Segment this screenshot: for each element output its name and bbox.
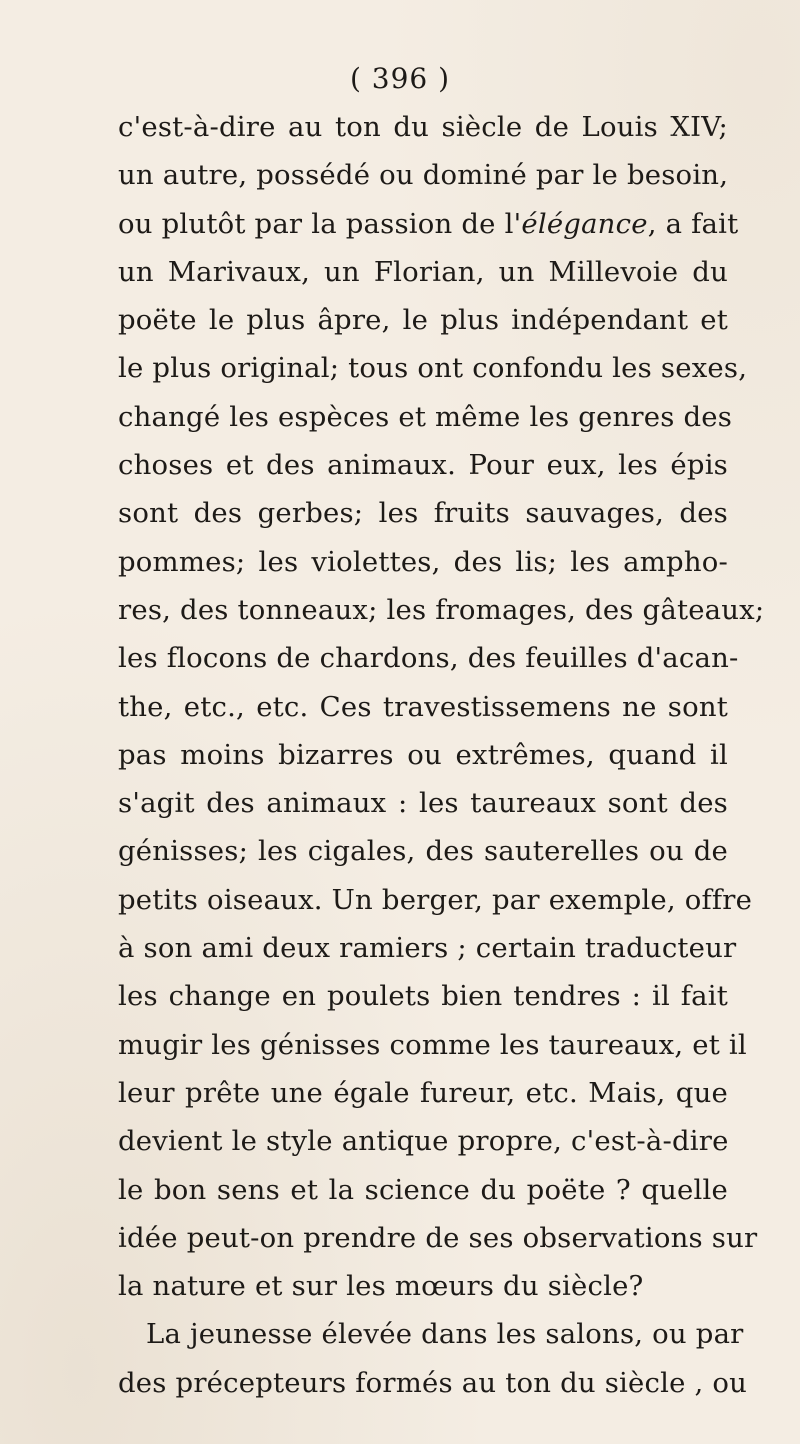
text-line: devient le style antique propre, c'est-à-dire bbox=[118, 1125, 729, 1158]
text-line: les change en poulets bien tendres : il fait bbox=[118, 980, 728, 1013]
text-line: un Marivaux, un Florian, un Millevoie du bbox=[118, 255, 728, 288]
paragraph-start-line: La jeunesse élevée dans les salons, ou par bbox=[146, 1318, 744, 1351]
text-line: mugir les génisses comme les taureaux, et il bbox=[118, 1028, 747, 1061]
text-line: the, etc., etc. Ces travestissemens ne sont bbox=[118, 690, 728, 723]
text-line: pommes; les violettes, des lis; les ampho- bbox=[118, 545, 728, 578]
text-line: la nature et sur les mœurs du siècle? bbox=[118, 1270, 644, 1303]
text-line: des précepteurs formés au ton du siècle , ou bbox=[118, 1366, 748, 1399]
text-line: petits oiseaux. Un berger, par exemple, offre bbox=[118, 883, 753, 916]
text-line bbox=[118, 200, 739, 248]
text-line: res, des tonneaux; les fromages, des gâteaux; bbox=[118, 593, 765, 626]
text-segment: , a fait bbox=[647, 207, 739, 240]
text-line: les flocons de chardons, des feuilles d'acan- bbox=[118, 642, 739, 675]
text-line: poëte le plus âpre, le plus indépendant et bbox=[118, 304, 728, 337]
text-line: choses et des animaux. Pour eux, les épis bbox=[118, 449, 728, 482]
text-line: le plus original; tous ont confondu les sexes, bbox=[118, 352, 748, 385]
text-segment: ou plutôt par la passion de l' bbox=[118, 207, 522, 240]
text-line: s'agit des animaux : les taureaux sont des bbox=[118, 787, 728, 820]
text-line: le bon sens et la science du poëte ? quelle bbox=[118, 1173, 728, 1206]
text-line: c'est-à-dire au ton du siècle de Louis XIV; bbox=[118, 111, 728, 143]
emphasized-word: élégance bbox=[521, 207, 648, 240]
text-line: sont des gerbes; les fruits sauvages, des bbox=[118, 497, 728, 530]
text-line: changé les espèces et même les genres des bbox=[118, 400, 733, 433]
text-line: idée peut-on prendre de ses observations sur bbox=[118, 1221, 758, 1254]
text-line: leur prête une égale fureur, etc. Mais, que bbox=[118, 1076, 728, 1109]
text-line: génisses; les cigales, des sauterelles ou de bbox=[118, 835, 728, 868]
text-line: pas moins bizarres ou extrêmes, quand il bbox=[118, 738, 728, 771]
text-line: à son ami deux ramiers ; certain traducteur bbox=[118, 932, 737, 965]
page-number: ( 396 ) bbox=[349, 62, 451, 95]
body-text bbox=[118, 103, 765, 1407]
text-line: un autre, possédé ou dominé par le besoin, bbox=[118, 159, 729, 192]
